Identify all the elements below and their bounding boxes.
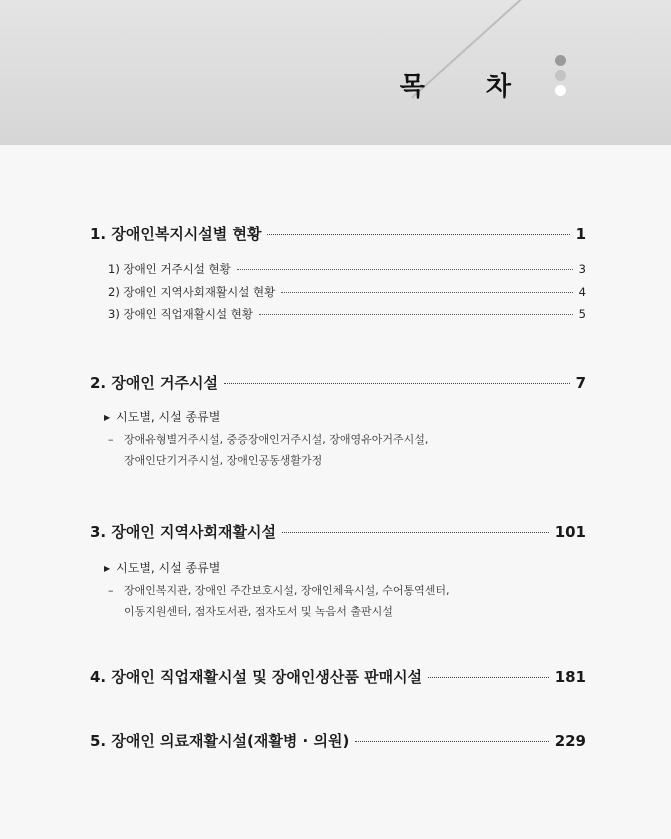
toc-subentry-1-1[interactable]: [108, 261, 586, 277]
toc-description-line: 장애인단기거주시설, 장애인공동생활가정: [124, 454, 323, 467]
toc-description-line: 장애유형별거주시설, 중증장애인거주시설, 장애영유아거주시설,: [124, 433, 429, 446]
triangle-bullet-icon: ▶: [104, 413, 111, 422]
toc-bullet-text: 시도별, 시설 종류별: [116, 561, 221, 575]
dot-leader: [224, 383, 570, 384]
decorative-dot: [555, 85, 566, 96]
toc-description-line: 장애인복지관, 장애인 주간보호시설, 장애인체육시설, 수어통역센터,: [124, 584, 450, 597]
page-title: 목 차: [399, 72, 537, 102]
toc-entry-page: 181: [554, 668, 586, 686]
toc-entry-label: 4. 장애인 직업재활시설 및 장애인생산품 판매시설: [90, 668, 423, 686]
toc-subentry-label: 2) 장애인 지역사회재활시설 현황: [108, 285, 276, 299]
dot-leader: [267, 234, 569, 235]
toc-bullet-text: 시도별, 시설 종류별: [116, 410, 221, 424]
toc-description-line: 이동지원센터, 점자도서관, 점자도서 및 녹음서 출판시설: [124, 605, 393, 618]
toc-bullet-3: [104, 559, 220, 576]
dot-leader: [237, 269, 573, 270]
toc-entry-4[interactable]: [90, 666, 586, 687]
decorative-dot: [555, 70, 566, 81]
dot-leader: [281, 292, 572, 293]
toc-description-2: [108, 429, 428, 471]
toc-entry-page: 229: [554, 732, 586, 750]
toc-subentry-page: 4: [578, 285, 586, 299]
dot-leader: [355, 741, 548, 742]
toc-description-3: [108, 580, 450, 622]
toc-subentry-page: 3: [578, 262, 586, 276]
toc-entry-5[interactable]: [90, 730, 586, 751]
dot-leader: [259, 314, 573, 315]
toc-entry-label: 2. 장애인 거주시설: [90, 374, 219, 392]
toc-subentry-1-3[interactable]: [108, 306, 586, 322]
toc-entry-label: 5. 장애인 의료재활시설(재활병 · 의원): [90, 732, 350, 750]
toc-subentry-label: 1) 장애인 거주시설 현황: [108, 262, 231, 276]
dash-icon: –: [108, 584, 114, 597]
toc-bullet-2: [104, 408, 220, 425]
dot-leader: [282, 532, 549, 533]
dot-leader: [428, 677, 549, 678]
decorative-dot: [555, 55, 566, 66]
toc-entry-page: 101: [554, 523, 586, 541]
toc-entry-3[interactable]: [90, 521, 586, 542]
toc-entry-page: 1: [575, 225, 586, 243]
toc-entry-page: 7: [575, 374, 586, 392]
toc-entry-2[interactable]: [90, 372, 586, 393]
toc-subentry-1-2[interactable]: [108, 284, 586, 300]
triangle-bullet-icon: ▶: [104, 564, 111, 573]
toc-entry-label: 3. 장애인 지역사회재활시설: [90, 523, 276, 541]
toc-entry-1[interactable]: [90, 223, 586, 244]
dash-icon: –: [108, 433, 114, 446]
header-banner: [0, 0, 671, 145]
toc-subentry-page: 5: [578, 307, 586, 321]
toc-entry-label: 1. 장애인복지시설별 현황: [90, 225, 262, 243]
toc-subentry-label: 3) 장애인 직업재활시설 현황: [108, 307, 253, 321]
